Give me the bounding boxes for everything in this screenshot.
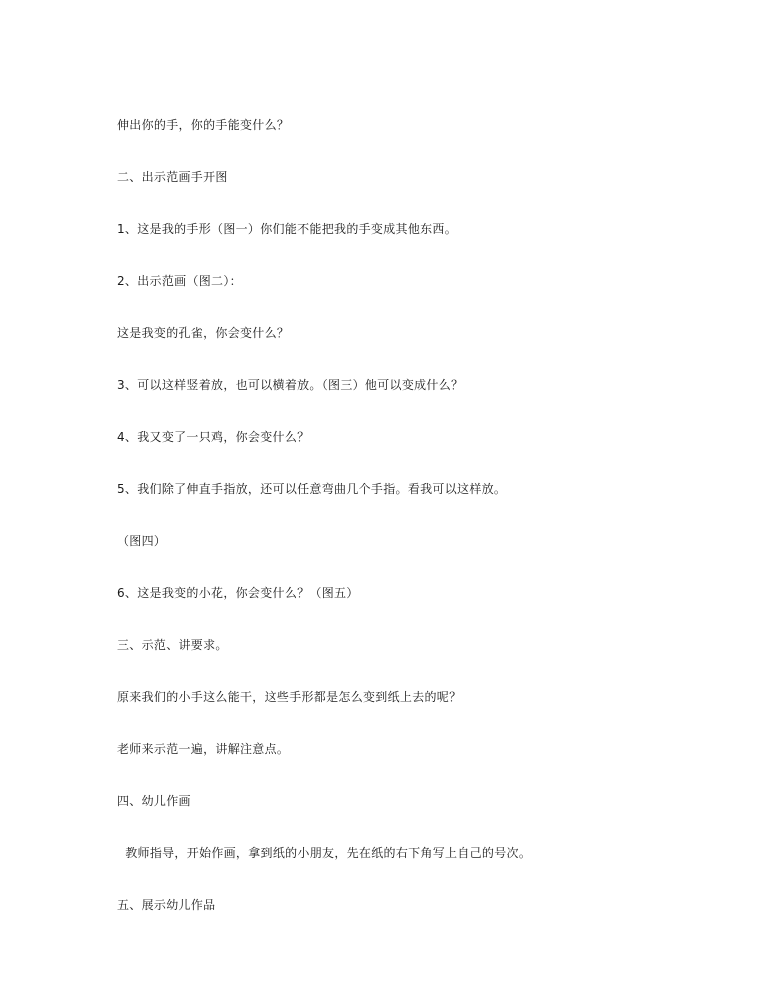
section-heading-3: 三、示范、讲要求。: [117, 638, 228, 652]
paragraph-5: 这是我变的孔雀，你会变什么？: [117, 326, 290, 340]
paragraph-4: 2、出示范画（图二）：: [117, 274, 242, 288]
paragraph-15: 教师指导，开始作画，拿到纸的小朋友，先在纸的右下角写上自己的号次。: [117, 846, 532, 860]
paragraph-10: 6、这是我变的小花，你会变什么？（图五）: [117, 586, 359, 600]
paragraph-1: 伸出你的手，你的手能变什么？: [117, 118, 290, 132]
section-heading-2: 二、出示范画手开图: [117, 170, 228, 184]
paragraph-6: 3、可以这样竖着放，也可以横着放。（图三）他可以变成什么？: [117, 378, 464, 392]
section-heading-4: 四、幼儿作画: [117, 794, 191, 808]
paragraph-9: （图四）: [117, 534, 167, 548]
paragraph-13: 老师来示范一遍，讲解注意点。: [117, 742, 290, 756]
paragraph-3: 1、这是我的手形（图一）你们能不能把我的手变成其他东西。: [117, 222, 458, 236]
paragraph-7: 4、我又变了一只鸡，你会变什么？: [117, 430, 310, 444]
paragraph-8: 5、我们除了伸直手指放，还可以任意弯曲几个手指。看我可以这样放。: [117, 482, 507, 496]
paragraph-12: 原来我们的小手这么能干，这些手形都是怎么变到纸上去的呢？: [117, 690, 462, 704]
section-heading-5: 五、展示幼儿作品: [117, 898, 216, 912]
